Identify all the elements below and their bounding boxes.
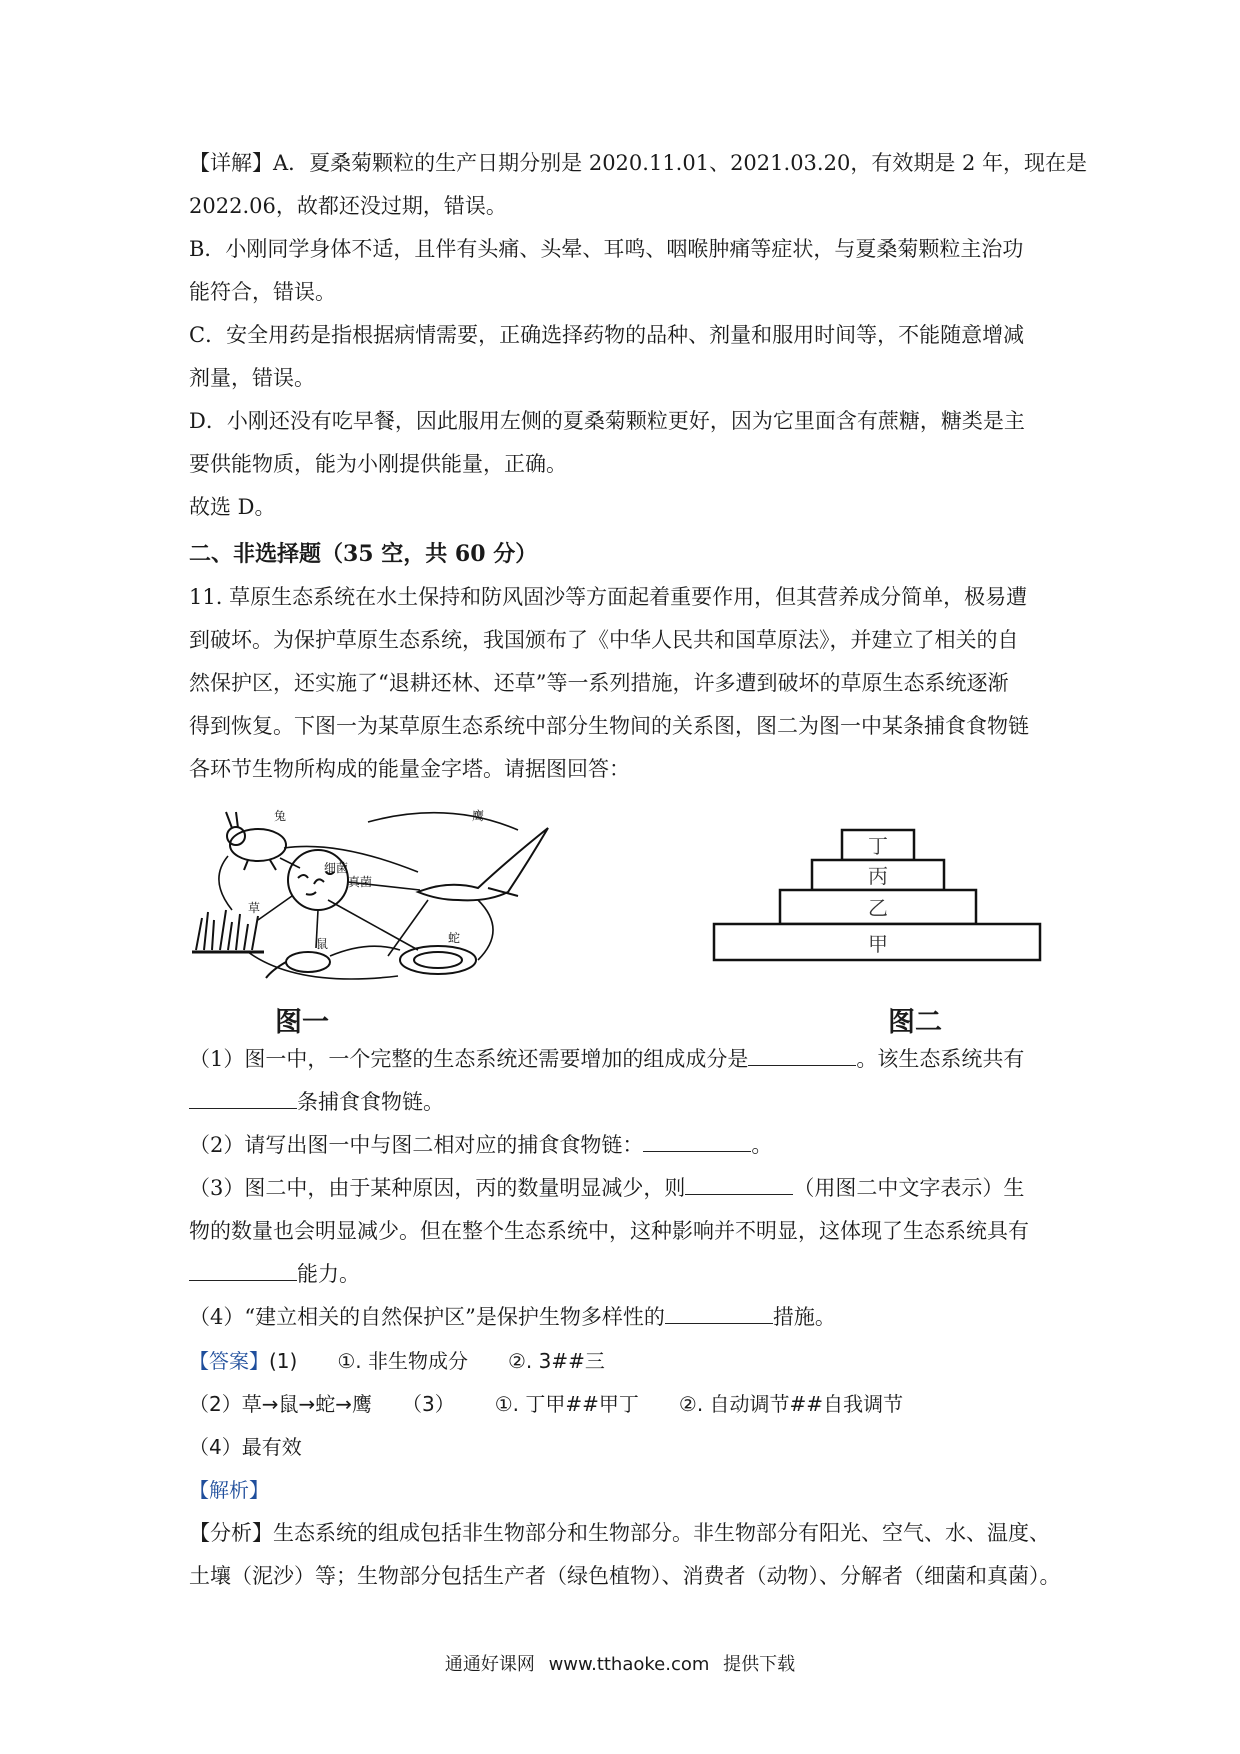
- decomposer-label-fungi: 真菌: [348, 875, 373, 889]
- answer-blank[interactable]: [748, 1047, 856, 1066]
- grass-drawing: [192, 910, 264, 952]
- snake-label: 蛇: [448, 931, 461, 945]
- answer-part: (1): [269, 1349, 298, 1373]
- question-line: 各环节生物所构成的能量金字塔。请据图回答：: [189, 757, 630, 781]
- food-web-figure: [188, 800, 628, 990]
- q4-text-b: 措施。: [772, 1305, 836, 1329]
- sub-questions: [189, 1038, 1049, 1339]
- answer-part: （2）草→鼠→蛇→鹰: [189, 1392, 372, 1416]
- detail-line: 要供能物质，能为小刚提供能量，正确。: [189, 452, 567, 476]
- eagle-label: 鹰: [472, 809, 485, 823]
- detail-line: 【详解】A．夏桑菊颗粒的生产日期分别是 2020.11.01、2021.03.20，有效期是 2 年，现在是: [189, 151, 1088, 175]
- q3-text-b: （用图二中文字表示）生: [793, 1176, 1025, 1200]
- answer-line-2: [189, 1383, 1049, 1426]
- subquestion-3-cont: 物的数量也会明显减少。但在整个生态系统中，这种影响并不明显，这体现了生态系统具有: [189, 1219, 1029, 1243]
- detail-line: B．小刚同学身体不适，且伴有头痛、头晕、耳鸣、咽喉肿痛等症状，与夏桑菊颗粒主治功: [189, 237, 1024, 261]
- q1-text-c: 条捕食食物链。: [297, 1090, 444, 1114]
- rabbit-label: 兔: [274, 809, 287, 823]
- pyramid-label-bing: 丙: [868, 864, 888, 888]
- footer-site-name: 通通好课网: [444, 1654, 535, 1675]
- pyramid-label-jia: 甲: [868, 932, 888, 956]
- question-line: 11. 草原生态系统在水土保持和防风固沙等方面起着重要作用，但其营养成分简单，极易遭: [189, 585, 1028, 609]
- answer-blank[interactable]: [189, 1090, 297, 1109]
- analysis-label: 【解析】: [189, 1478, 269, 1502]
- subquestion-1: [189, 1038, 1049, 1081]
- detail-line: 故选 D。: [189, 495, 276, 519]
- q3-text-d: 能力。: [297, 1262, 360, 1286]
- grass-label: 草: [248, 901, 261, 915]
- detail-line: 2022.06，故都还没过期，错误。: [189, 194, 507, 218]
- analysis-line: 土壤（泥沙）等；生物部分包括生产者（绿色植物）、消费者（动物）、分解者（细菌和真菌）。: [189, 1564, 1061, 1588]
- question-line: 到破坏。为保护草原生态系统，我国颁布了《中华人民共和国草原法》，并建立了相关的自: [189, 628, 1019, 652]
- eagle-drawing: [418, 828, 548, 900]
- q4-text-a: （4）“建立相关的自然保护区”是保护生物多样性的: [189, 1305, 665, 1329]
- question-line: 然保护区，还实施了“退耕还林、还草”等一系列措施，许多遭到破坏的草原生态系统逐渐: [189, 671, 1009, 695]
- subquestion-4: [189, 1296, 1049, 1339]
- answer-label: 【答案】: [189, 1349, 269, 1373]
- subquestion-2: [189, 1124, 1049, 1167]
- page-footer: [0, 1650, 1240, 1676]
- subquestion-3: [189, 1167, 1049, 1210]
- answer-line-3: （4）最有效: [189, 1435, 302, 1459]
- q1-text-b: 。该生态系统共有: [856, 1047, 1025, 1071]
- answer-part: ①. 非生物成分: [337, 1349, 468, 1373]
- question-line: 得到恢复。下图一为某草原生态系统中部分生物间的关系图，图二为图一中某条捕食食物链: [189, 714, 1029, 738]
- detail-explanation: [189, 142, 1088, 529]
- q2-text-a: （2）请写出图一中与图二相对应的捕食食物链：: [189, 1133, 644, 1157]
- figure1-caption: 图一: [275, 1007, 329, 1038]
- answer-blank[interactable]: [643, 1133, 751, 1152]
- q2-text-b: 。: [751, 1133, 773, 1157]
- answer-blank[interactable]: [685, 1176, 793, 1195]
- q3-text-a: （3）图二中，由于某种原因，丙的数量明显减少，则: [189, 1176, 686, 1200]
- answer-part: ②. 自动调节##自我调节: [678, 1392, 904, 1416]
- answer-part: ②. 3##三: [508, 1349, 605, 1373]
- energy-pyramid-figure: [712, 828, 1042, 964]
- answer-blank[interactable]: [665, 1305, 773, 1324]
- pyramid-label-ding: 丁: [868, 834, 888, 858]
- snake-drawing: [400, 946, 476, 974]
- question-stem: [189, 576, 1049, 791]
- q1-text-a: （1）图一中，一个完整的生态系统还需要增加的组成成分是: [189, 1047, 749, 1071]
- detail-line: 能符合，错误。: [189, 280, 336, 304]
- answer-blank[interactable]: [189, 1262, 297, 1281]
- answer-part: （3）: [402, 1392, 455, 1416]
- mouse-label: 鼠: [316, 937, 329, 951]
- section-heading: 二、非选择题（35 空，共 60 分）: [189, 541, 538, 567]
- answer-part: ①. 丁甲##甲丁: [494, 1392, 639, 1416]
- detail-line: C．安全用药是指根据病情需要，正确选择药物的品种、剂量和服用时间等，不能随意增减: [189, 323, 1025, 347]
- subquestion-3-cont2: [189, 1253, 1049, 1296]
- analysis-line: 【分析】生态系统的组成包括非生物部分和生物部分。非生物部分有阳光、空气、水、温度、: [189, 1521, 1050, 1545]
- footer-suffix: 提供下载: [723, 1654, 796, 1675]
- decomposer-drawing: [288, 850, 348, 910]
- decomposer-label-bacteria: 细菌: [324, 861, 349, 875]
- footer-url[interactable]: www.tthaoke.com: [548, 1654, 710, 1675]
- figure2-caption: 图二: [888, 1007, 942, 1038]
- answer-line-1: [189, 1340, 1049, 1383]
- analysis-block: [189, 1512, 1061, 1598]
- detail-line: D．小刚还没有吃早餐，因此服用左侧的夏桑菊颗粒更好，因为它里面含有蔗糖，糖类是主: [189, 409, 1025, 433]
- answer-block: [189, 1340, 1049, 1512]
- pyramid-label-yi: 乙: [868, 896, 888, 920]
- detail-line: 剂量，错误。: [189, 366, 315, 390]
- subquestion-1-cont: [189, 1081, 1049, 1124]
